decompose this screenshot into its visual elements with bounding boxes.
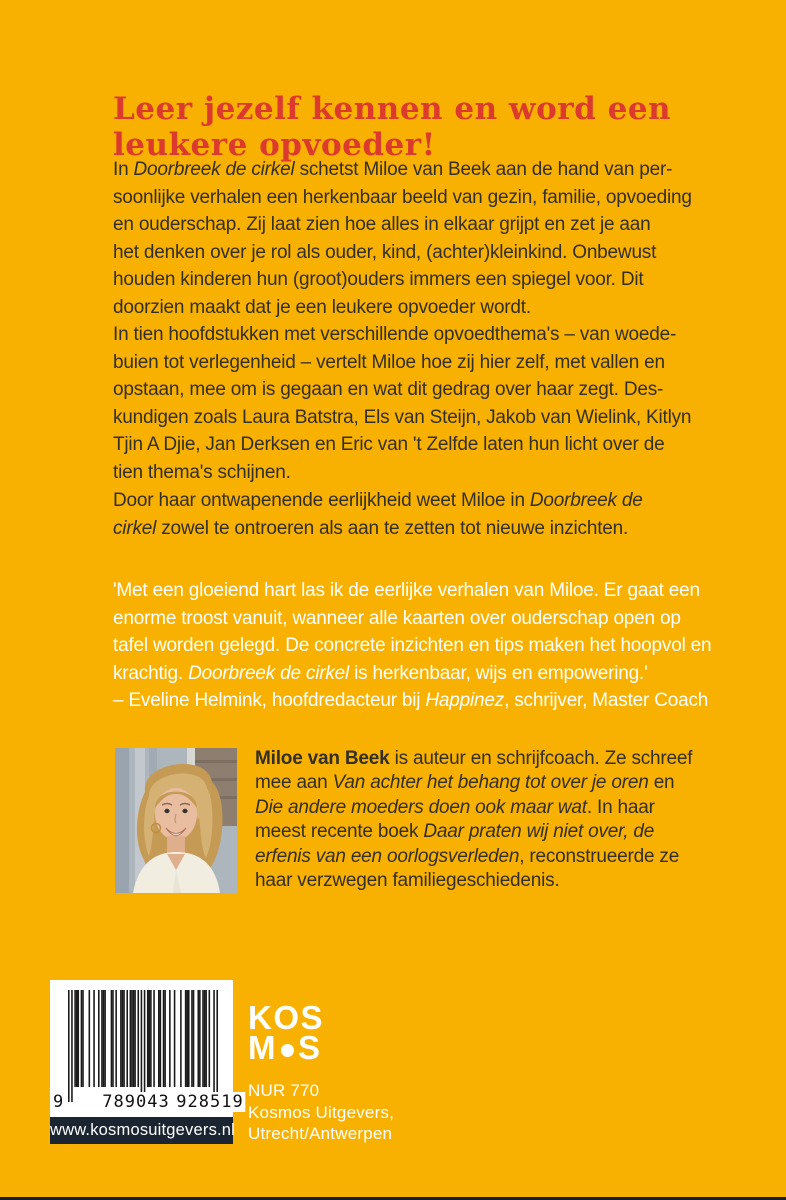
kosmos-logo-m: M [248,1029,277,1066]
barcode-digit-first: 9 [53,1092,65,1112]
barcode-digits-right: 928519 [176,1092,244,1112]
blurb-paragraph-2: In tien hoofdstukken met verschillende opvoedthema's – van woede- buien tot verlegenheid – vertelt Miloe hoe zij hier zelf, met vallen en opstaan, mee om is gegaan en wat dit gedrag over haar zegt. Des- kundigen zoals Laura Batstra, Els van Steijn, Jakob van Wielink, Kitlyn Tjin A Djie, Jan Derksen en Eric van 't Zelfde laten hun licht over de tien thema's schijnen. [113,324,692,483]
kosmos-logo-line2 [248,1029,394,1066]
author-photo [115,748,237,893]
publisher-city: Utrecht/Antwerpen [248,1124,393,1143]
nur-code: NUR 770 [248,1081,320,1100]
endorsement-quote: 'Met een gloeiend hart las ik de eerlijke verhalen van Miloe. Er gaat een enorme troost vanuit, wanneer alle kaarten over ouderschap open op tafel worden gelegd. De concrete inzichten en tips maken het hoopvol en krachtig. Doorbreek de cirkel is herkenbaar, wijs en empowering.' – Eveline Helmink, hoofdredacteur bij Happinez, schrijver, Master Coach [113,580,712,711]
barcode [50,980,244,1117]
kosmos-logo-line1: KOS [248,999,325,1036]
publisher-details [248,1080,394,1145]
publisher-block [248,999,395,1145]
kosmos-logo-s: S [298,1029,322,1066]
blurb-paragraph-3: Door haar ontwapenende eerlijkheid weet Miloe in Doorbreek de cirkel zowel te ontroeren als aan te zetten tot nieuwe inzichten. [113,490,643,539]
barcode-bars [68,990,218,1102]
blurb-paragraph-1: In Doorbreek de cirkel schetst Miloe van Beek aan de hand van per- soonlijke verhalen een herkenbaar beeld van gezin, familie, opvoeding en ouderschap. Zij laat zien hoe alles in elkaar grijpt en zet je aan het denken over je rol als ouder, kind, (achter)kleinkind. Onbewust houden kinderen hun (groot)ouders immers een spiegel voor. Dit doorzien maakt dat je een leukere opvoeder wordt. [113,159,692,318]
logo-dot-icon [281,1044,294,1057]
barcode-digits-left: 789043 [102,1092,170,1112]
publisher-name: Kosmos Uitgevers, [248,1102,395,1122]
barcode-block [50,980,244,1144]
kosmos-logo [248,999,394,1066]
publisher-website: www.kosmosuitgevers.nl [50,1117,233,1144]
author-bio: Miloe van Beek is auteur en schrijfcoach. Ze schreef mee aan Van achter het behang tot over je oren en Die andere moeders doen ook maar wat. In haar meest recente boek Daar praten wij niet over, de erfenis van een oorlogsverleden, reconstrueerde ze haar verzwegen familiegeschiedenis. [255,748,693,892]
headline: Leer jezelf kennen en word een leukere opvoeder! [113,90,672,163]
